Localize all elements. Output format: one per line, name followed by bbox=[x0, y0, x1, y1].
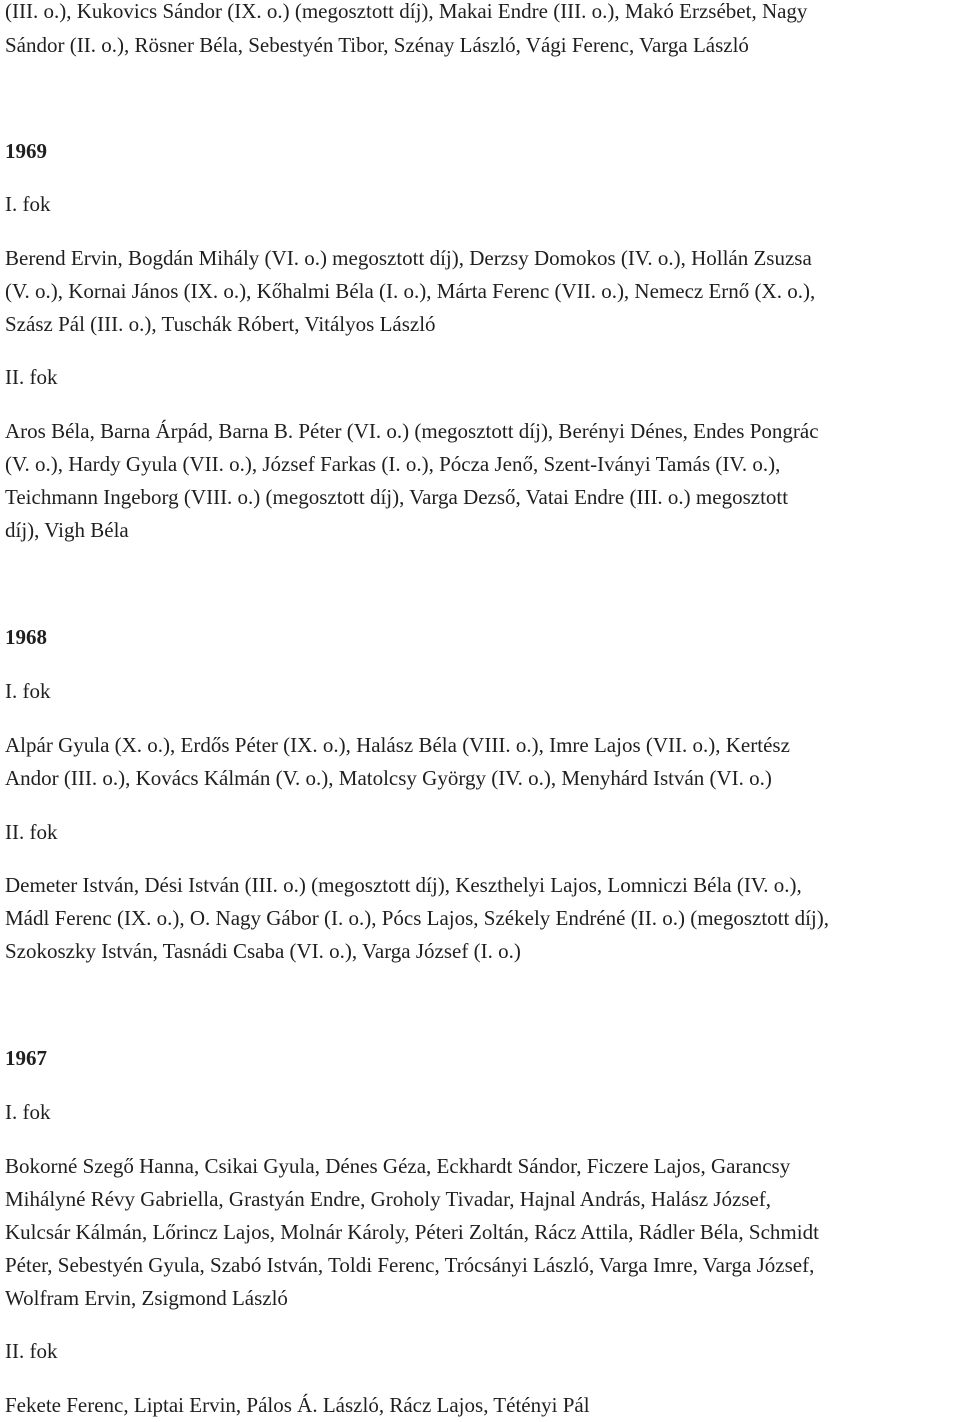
year-heading-1969: 1969 bbox=[5, 139, 47, 163]
award-line: Szokoszky István, Tasnádi Csaba (VI. o.), Varga József (I. o.) bbox=[5, 939, 521, 963]
award-line: Mihályné Révy Gabriella, Grastyán Endre, Groholy Tivadar, Hajnal András, Halász József, bbox=[5, 1187, 772, 1211]
grade-heading: II. fok bbox=[5, 365, 58, 389]
year-heading-1968: 1968 bbox=[5, 625, 47, 649]
award-line: Wolfram Ervin, Zsigmond László bbox=[5, 1286, 288, 1310]
grade-heading: I. fok bbox=[5, 192, 51, 216]
award-line: (V. o.), Kornai János (IX. o.), Kőhalmi Béla (I. o.), Márta Ferenc (VII. o.), Nemecz Ernő (X. o.), bbox=[5, 279, 816, 303]
award-line: Teichmann Ingeborg (VIII. o.) (megosztott díj), Varga Dezső, Vatai Endre (III. o.) megosztott bbox=[5, 485, 789, 509]
grade-heading: II. fok bbox=[5, 1339, 58, 1363]
grade-heading: I. fok bbox=[5, 679, 51, 703]
award-line: Aros Béla, Barna Árpád, Barna B. Péter (VI. o.) (megosztott díj), Berényi Dénes, Endes Pongrác bbox=[5, 419, 819, 443]
continuation-line: (III. o.), Kukovics Sándor (IX. o.) (megosztott díj), Makai Endre (III. o.), Makó Erzsébet, Nagy bbox=[5, 0, 808, 23]
award-line: díj), Vigh Béla bbox=[5, 518, 129, 542]
award-line: Berend Ervin, Bogdán Mihály (VI. o.) megosztott díj), Derzsy Domokos (IV. o.), Hollán Zsuzsa bbox=[5, 246, 812, 270]
award-line: Bokorné Szegő Hanna, Csikai Gyula, Dénes Géza, Eckhardt Sándor, Ficzere Lajos, Garancsy bbox=[5, 1154, 791, 1178]
award-line: Andor (III. o.), Kovács Kálmán (V. o.), Matolcsy György (IV. o.), Menyhárd István (VI. o.) bbox=[5, 766, 772, 790]
year-heading-1967: 1967 bbox=[5, 1046, 47, 1070]
award-line: Alpár Gyula (X. o.), Erdős Péter (IX. o.), Halász Béla (VIII. o.), Imre Lajos (VII. o.), Kertész bbox=[5, 733, 790, 757]
award-line: Fekete Ferenc, Liptai Ervin, Pálos Á. László, Rácz Lajos, Tétényi Pál bbox=[5, 1393, 590, 1417]
award-line: Mádl Ferenc (IX. o.), O. Nagy Gábor (I. o.), Pócs Lajos, Székely Endréné (II. o.) (megosztott díj), bbox=[5, 906, 830, 930]
continuation-line: Sándor (II. o.), Rösner Béla, Sebestyén Tibor, Szénay László, Vági Ferenc, Varga László bbox=[5, 33, 749, 57]
grade-heading: II. fok bbox=[5, 820, 58, 844]
award-line: Szász Pál (III. o.), Tuschák Róbert, Vitályos László bbox=[5, 312, 436, 336]
award-line: (V. o.), Hardy Gyula (VII. o.), József Farkas (I. o.), Pócza Jenő, Szent-Iványi Tamás (IV. o.), bbox=[5, 452, 781, 476]
award-line: Demeter István, Dési István (III. o.) (megosztott díj), Keszthelyi Lajos, Lomniczi Béla (IV. o.), bbox=[5, 873, 802, 897]
award-line: Péter, Sebestyén Gyula, Szabó István, Toldi Ferenc, Trócsányi László, Varga Imre, Varga József, bbox=[5, 1253, 815, 1277]
award-line: Kulcsár Kálmán, Lőrincz Lajos, Molnár Károly, Péteri Zoltán, Rácz Attila, Rádler Béla, Schmidt bbox=[5, 1220, 819, 1244]
grade-heading: I. fok bbox=[5, 1100, 51, 1124]
